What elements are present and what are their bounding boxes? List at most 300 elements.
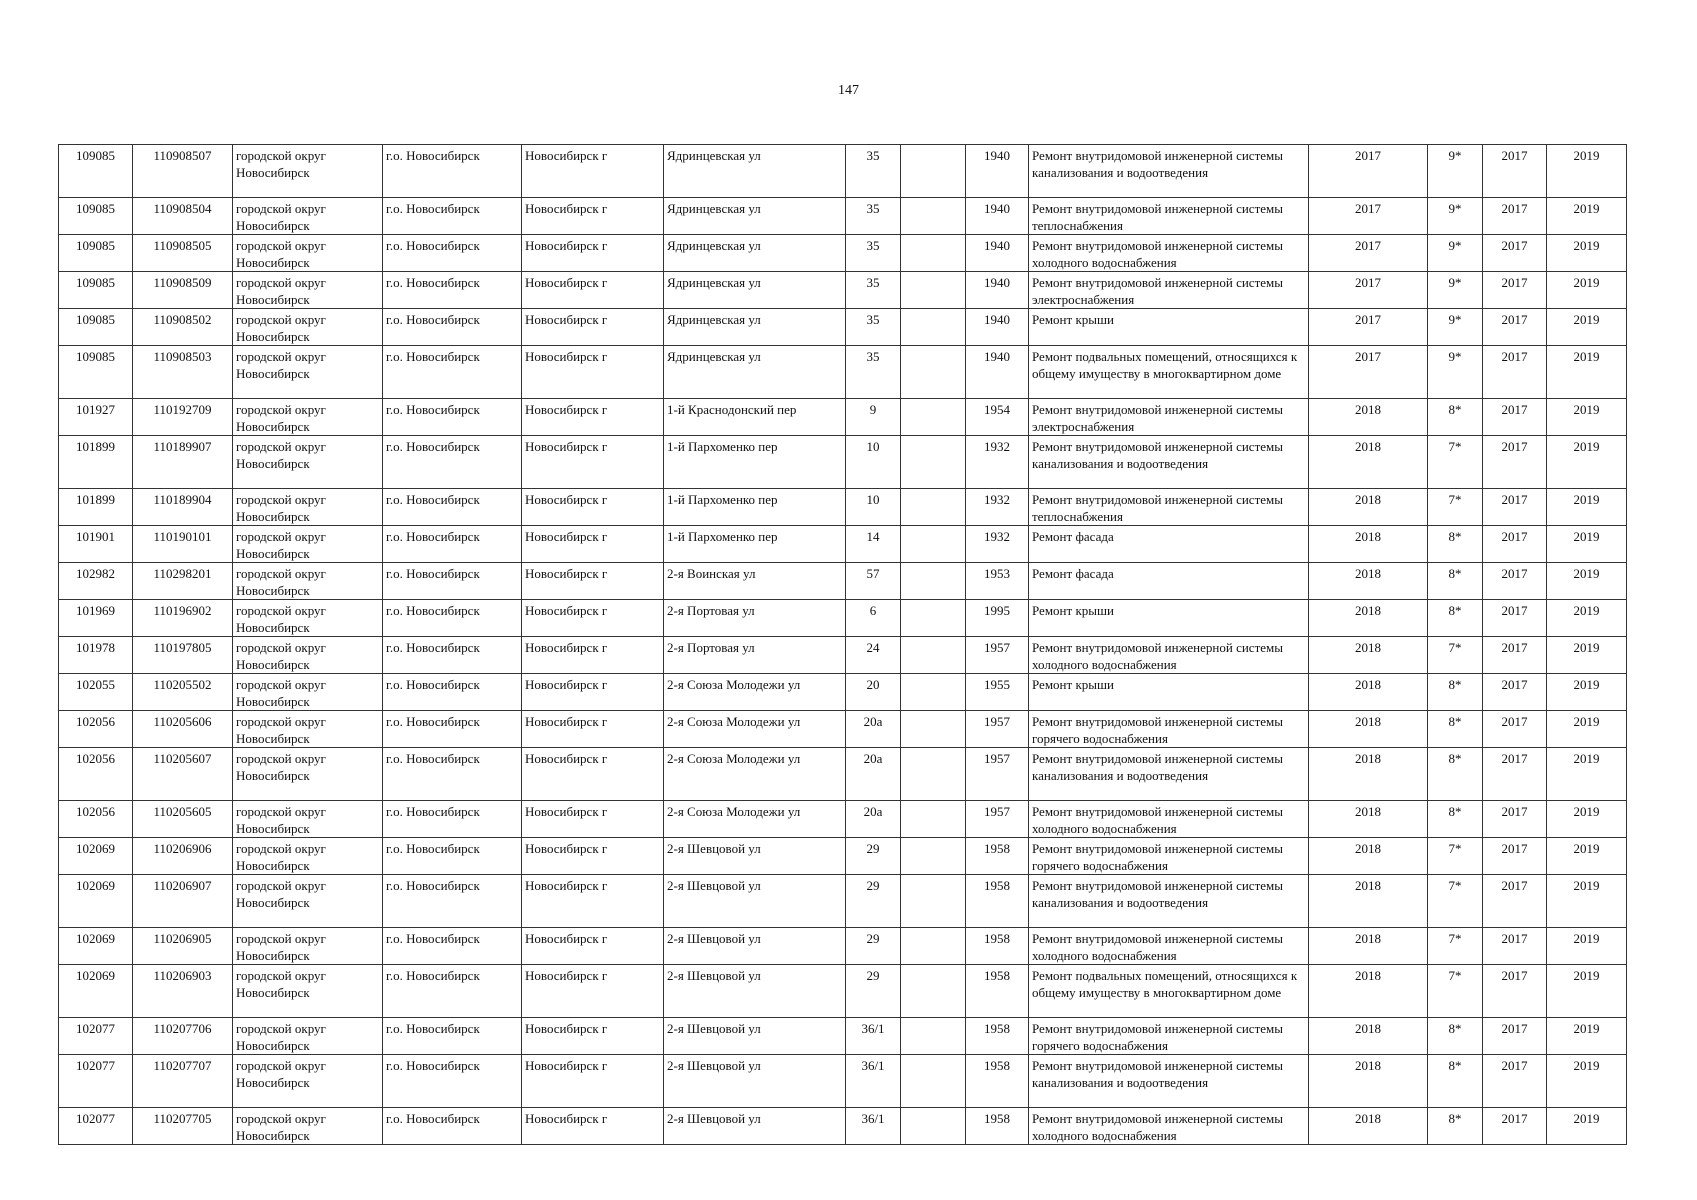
object-id-cell: 109085 <box>59 309 133 346</box>
city-cell: Новосибирск г <box>522 600 664 637</box>
table-row <box>59 965 1627 1018</box>
city-cell: Новосибирск г <box>522 563 664 600</box>
house-number-cell: 29 <box>846 928 901 965</box>
house-number-cell: 20 <box>846 674 901 711</box>
city-cell: Новосибирск г <box>522 838 664 875</box>
work-code-cell: 110908509 <box>133 272 233 309</box>
work-type-cell: Ремонт крыши <box>1029 600 1309 637</box>
object-id-cell: 101978 <box>59 637 133 674</box>
city-cell: Новосибирск г <box>522 1055 664 1108</box>
house-number-cell: 35 <box>846 235 901 272</box>
building-cell <box>901 674 966 711</box>
table-row <box>59 272 1627 309</box>
priority-cell: 9* <box>1428 198 1483 235</box>
build-year-cell: 1940 <box>966 309 1029 346</box>
build-year-cell: 1995 <box>966 600 1029 637</box>
municipality-cell: городской округ Новосибирск <box>233 436 383 489</box>
street-cell: Ядринцевская ул <box>664 198 846 235</box>
district-cell: г.о. Новосибирск <box>383 1108 522 1145</box>
municipality-cell: городской округ Новосибирск <box>233 563 383 600</box>
start-year-cell: 2017 <box>1483 563 1547 600</box>
city-cell: Новосибирск г <box>522 928 664 965</box>
house-number-cell: 35 <box>846 346 901 399</box>
work-type-cell: Ремонт внутридомовой инженерной системы канализования и водоотведения <box>1029 1055 1309 1108</box>
work-type-cell: Ремонт крыши <box>1029 309 1309 346</box>
street-cell: 2-я Шевцовой ул <box>664 1055 846 1108</box>
end-year-cell: 2019 <box>1547 309 1627 346</box>
district-cell: г.о. Новосибирск <box>383 489 522 526</box>
end-year-cell: 2019 <box>1547 563 1627 600</box>
district-cell: г.о. Новосибирск <box>383 1055 522 1108</box>
priority-cell: 7* <box>1428 489 1483 526</box>
building-cell <box>901 928 966 965</box>
house-number-cell: 9 <box>846 399 901 436</box>
municipality-cell: городской округ Новосибирск <box>233 235 383 272</box>
build-year-cell: 1954 <box>966 399 1029 436</box>
city-cell: Новосибирск г <box>522 801 664 838</box>
house-number-cell: 20а <box>846 711 901 748</box>
municipality-cell: городской округ Новосибирск <box>233 801 383 838</box>
priority-cell: 9* <box>1428 235 1483 272</box>
start-year-cell: 2017 <box>1483 272 1547 309</box>
house-number-cell: 36/1 <box>846 1055 901 1108</box>
city-cell: Новосибирск г <box>522 399 664 436</box>
object-id-cell: 101901 <box>59 526 133 563</box>
end-year-cell: 2019 <box>1547 235 1627 272</box>
table-row <box>59 801 1627 838</box>
end-year-cell: 2019 <box>1547 965 1627 1018</box>
city-cell: Новосибирск г <box>522 1108 664 1145</box>
plan-year-cell: 2017 <box>1309 346 1428 399</box>
municipality-cell: городской округ Новосибирск <box>233 272 383 309</box>
repair-registry-table <box>58 144 1627 1145</box>
plan-year-cell: 2018 <box>1309 674 1428 711</box>
work-code-cell: 110908503 <box>133 346 233 399</box>
work-type-cell: Ремонт крыши <box>1029 674 1309 711</box>
district-cell: г.о. Новосибирск <box>383 838 522 875</box>
build-year-cell: 1957 <box>966 637 1029 674</box>
end-year-cell: 2019 <box>1547 928 1627 965</box>
district-cell: г.о. Новосибирск <box>383 674 522 711</box>
page-number: 147 <box>838 83 859 98</box>
house-number-cell: 35 <box>846 272 901 309</box>
street-cell: 2-я Шевцовой ул <box>664 965 846 1018</box>
house-number-cell: 10 <box>846 489 901 526</box>
priority-cell: 8* <box>1428 801 1483 838</box>
city-cell: Новосибирск г <box>522 637 664 674</box>
work-type-cell: Ремонт внутридомовой инженерной системы канализования и водоотведения <box>1029 875 1309 928</box>
end-year-cell: 2019 <box>1547 838 1627 875</box>
object-id-cell: 102077 <box>59 1055 133 1108</box>
start-year-cell: 2017 <box>1483 309 1547 346</box>
street-cell: 2-я Шевцовой ул <box>664 875 846 928</box>
municipality-cell: городской округ Новосибирск <box>233 1108 383 1145</box>
house-number-cell: 35 <box>846 198 901 235</box>
work-type-cell: Ремонт внутридомовой инженерной системы канализования и водоотведения <box>1029 436 1309 489</box>
end-year-cell: 2019 <box>1547 272 1627 309</box>
object-id-cell: 101899 <box>59 436 133 489</box>
plan-year-cell: 2018 <box>1309 965 1428 1018</box>
build-year-cell: 1957 <box>966 801 1029 838</box>
city-cell: Новосибирск г <box>522 526 664 563</box>
start-year-cell: 2017 <box>1483 198 1547 235</box>
table-row <box>59 399 1627 436</box>
building-cell <box>901 1055 966 1108</box>
work-code-cell: 110908502 <box>133 309 233 346</box>
start-year-cell: 2017 <box>1483 436 1547 489</box>
street-cell: 2-я Союза Молодежи ул <box>664 711 846 748</box>
build-year-cell: 1953 <box>966 563 1029 600</box>
plan-year-cell: 2018 <box>1309 928 1428 965</box>
house-number-cell: 29 <box>846 875 901 928</box>
city-cell: Новосибирск г <box>522 965 664 1018</box>
street-cell: 2-я Шевцовой ул <box>664 838 846 875</box>
work-code-cell: 110298201 <box>133 563 233 600</box>
street-cell: 2-я Шевцовой ул <box>664 1018 846 1055</box>
end-year-cell: 2019 <box>1547 748 1627 801</box>
street-cell: 1-й Пархоменко пер <box>664 436 846 489</box>
priority-cell: 8* <box>1428 1055 1483 1108</box>
city-cell: Новосибирск г <box>522 198 664 235</box>
object-id-cell: 102069 <box>59 838 133 875</box>
build-year-cell: 1958 <box>966 875 1029 928</box>
build-year-cell: 1957 <box>966 748 1029 801</box>
building-cell <box>901 801 966 838</box>
building-cell <box>901 235 966 272</box>
house-number-cell: 57 <box>846 563 901 600</box>
plan-year-cell: 2018 <box>1309 600 1428 637</box>
district-cell: г.о. Новосибирск <box>383 399 522 436</box>
start-year-cell: 2017 <box>1483 674 1547 711</box>
plan-year-cell: 2018 <box>1309 711 1428 748</box>
municipality-cell: городской округ Новосибирск <box>233 637 383 674</box>
building-cell <box>901 711 966 748</box>
object-id-cell: 102056 <box>59 801 133 838</box>
house-number-cell: 29 <box>846 965 901 1018</box>
end-year-cell: 2019 <box>1547 875 1627 928</box>
municipality-cell: городской округ Новосибирск <box>233 399 383 436</box>
end-year-cell: 2019 <box>1547 1018 1627 1055</box>
street-cell: 1-й Пархоменко пер <box>664 489 846 526</box>
object-id-cell: 102069 <box>59 965 133 1018</box>
object-id-cell: 101927 <box>59 399 133 436</box>
work-code-cell: 110205606 <box>133 711 233 748</box>
building-cell <box>901 346 966 399</box>
building-cell <box>901 198 966 235</box>
municipality-cell: городской округ Новосибирск <box>233 309 383 346</box>
municipality-cell: городской округ Новосибирск <box>233 489 383 526</box>
plan-year-cell: 2017 <box>1309 198 1428 235</box>
work-type-cell: Ремонт фасада <box>1029 563 1309 600</box>
building-cell <box>901 637 966 674</box>
building-cell <box>901 489 966 526</box>
table-row <box>59 875 1627 928</box>
work-code-cell: 110908505 <box>133 235 233 272</box>
street-cell: Ядринцевская ул <box>664 235 846 272</box>
street-cell: 2-я Воинская ул <box>664 563 846 600</box>
start-year-cell: 2017 <box>1483 1018 1547 1055</box>
building-cell <box>901 965 966 1018</box>
district-cell: г.о. Новосибирск <box>383 748 522 801</box>
build-year-cell: 1958 <box>966 928 1029 965</box>
district-cell: г.о. Новосибирск <box>383 965 522 1018</box>
build-year-cell: 1940 <box>966 346 1029 399</box>
district-cell: г.о. Новосибирск <box>383 526 522 563</box>
city-cell: Новосибирск г <box>522 145 664 198</box>
municipality-cell: городской округ Новосибирск <box>233 711 383 748</box>
table-row <box>59 600 1627 637</box>
priority-cell: 8* <box>1428 600 1483 637</box>
object-id-cell: 102077 <box>59 1018 133 1055</box>
priority-cell: 7* <box>1428 875 1483 928</box>
priority-cell: 9* <box>1428 346 1483 399</box>
end-year-cell: 2019 <box>1547 399 1627 436</box>
municipality-cell: городской округ Новосибирск <box>233 198 383 235</box>
build-year-cell: 1958 <box>966 1055 1029 1108</box>
table-row <box>59 526 1627 563</box>
street-cell: Ядринцевская ул <box>664 272 846 309</box>
street-cell: 1-й Пархоменко пер <box>664 526 846 563</box>
build-year-cell: 1940 <box>966 198 1029 235</box>
city-cell: Новосибирск г <box>522 674 664 711</box>
table-row <box>59 674 1627 711</box>
work-code-cell: 110206905 <box>133 928 233 965</box>
work-type-cell: Ремонт внутридомовой инженерной системы холодного водоснабжения <box>1029 801 1309 838</box>
building-cell <box>901 838 966 875</box>
start-year-cell: 2017 <box>1483 235 1547 272</box>
house-number-cell: 20а <box>846 801 901 838</box>
district-cell: г.о. Новосибирск <box>383 198 522 235</box>
plan-year-cell: 2017 <box>1309 309 1428 346</box>
build-year-cell: 1940 <box>966 235 1029 272</box>
house-number-cell: 36/1 <box>846 1018 901 1055</box>
work-type-cell: Ремонт внутридомовой инженерной системы горячего водоснабжения <box>1029 711 1309 748</box>
table-row <box>59 928 1627 965</box>
object-id-cell: 102056 <box>59 748 133 801</box>
start-year-cell: 2017 <box>1483 526 1547 563</box>
work-code-cell: 110206906 <box>133 838 233 875</box>
house-number-cell: 14 <box>846 526 901 563</box>
work-code-cell: 110196902 <box>133 600 233 637</box>
build-year-cell: 1958 <box>966 1108 1029 1145</box>
building-cell <box>901 1108 966 1145</box>
work-type-cell: Ремонт внутридомовой инженерной системы горячего водоснабжения <box>1029 1018 1309 1055</box>
table-row <box>59 346 1627 399</box>
start-year-cell: 2017 <box>1483 637 1547 674</box>
table-row <box>59 309 1627 346</box>
house-number-cell: 29 <box>846 838 901 875</box>
end-year-cell: 2019 <box>1547 145 1627 198</box>
street-cell: 2-я Шевцовой ул <box>664 928 846 965</box>
object-id-cell: 109085 <box>59 198 133 235</box>
municipality-cell: городской округ Новосибирск <box>233 748 383 801</box>
plan-year-cell: 2018 <box>1309 436 1428 489</box>
work-code-cell: 110205605 <box>133 801 233 838</box>
house-number-cell: 10 <box>846 436 901 489</box>
table-row <box>59 235 1627 272</box>
municipality-cell: городской округ Новосибирск <box>233 928 383 965</box>
table-body <box>59 145 1627 1145</box>
plan-year-cell: 2018 <box>1309 1108 1428 1145</box>
priority-cell: 8* <box>1428 1108 1483 1145</box>
house-number-cell: 24 <box>846 637 901 674</box>
work-type-cell: Ремонт внутридомовой инженерной системы канализования и водоотведения <box>1029 748 1309 801</box>
end-year-cell: 2019 <box>1547 637 1627 674</box>
street-cell: 2-я Портовая ул <box>664 600 846 637</box>
build-year-cell: 1932 <box>966 489 1029 526</box>
start-year-cell: 2017 <box>1483 1108 1547 1145</box>
city-cell: Новосибирск г <box>522 875 664 928</box>
work-type-cell: Ремонт внутридомовой инженерной системы горячего водоснабжения <box>1029 838 1309 875</box>
end-year-cell: 2019 <box>1547 526 1627 563</box>
priority-cell: 8* <box>1428 748 1483 801</box>
start-year-cell: 2017 <box>1483 875 1547 928</box>
district-cell: г.о. Новосибирск <box>383 346 522 399</box>
district-cell: г.о. Новосибирск <box>383 235 522 272</box>
work-type-cell: Ремонт внутридомовой инженерной системы холодного водоснабжения <box>1029 1108 1309 1145</box>
priority-cell: 8* <box>1428 674 1483 711</box>
plan-year-cell: 2018 <box>1309 637 1428 674</box>
building-cell <box>901 875 966 928</box>
work-code-cell: 110206903 <box>133 965 233 1018</box>
street-cell: 2-я Портовая ул <box>664 637 846 674</box>
start-year-cell: 2017 <box>1483 928 1547 965</box>
priority-cell: 7* <box>1428 965 1483 1018</box>
table-row <box>59 563 1627 600</box>
start-year-cell: 2017 <box>1483 965 1547 1018</box>
city-cell: Новосибирск г <box>522 1018 664 1055</box>
end-year-cell: 2019 <box>1547 436 1627 489</box>
building-cell <box>901 399 966 436</box>
end-year-cell: 2019 <box>1547 674 1627 711</box>
work-type-cell: Ремонт внутридомовой инженерной системы электроснабжения <box>1029 399 1309 436</box>
build-year-cell: 1957 <box>966 711 1029 748</box>
object-id-cell: 109085 <box>59 272 133 309</box>
street-cell: 2-я Союза Молодежи ул <box>664 674 846 711</box>
work-code-cell: 110207707 <box>133 1055 233 1108</box>
municipality-cell: городской округ Новосибирск <box>233 674 383 711</box>
work-type-cell: Ремонт внутридомовой инженерной системы холодного водоснабжения <box>1029 637 1309 674</box>
table-row <box>59 1055 1627 1108</box>
street-cell: 2-я Союза Молодежи ул <box>664 748 846 801</box>
object-id-cell: 101969 <box>59 600 133 637</box>
district-cell: г.о. Новосибирск <box>383 563 522 600</box>
street-cell: 2-я Шевцовой ул <box>664 1108 846 1145</box>
start-year-cell: 2017 <box>1483 748 1547 801</box>
work-code-cell: 110205502 <box>133 674 233 711</box>
object-id-cell: 102069 <box>59 875 133 928</box>
build-year-cell: 1958 <box>966 838 1029 875</box>
building-cell <box>901 600 966 637</box>
build-year-cell: 1958 <box>966 1018 1029 1055</box>
work-type-cell: Ремонт внутридомовой инженерной системы холодного водоснабжения <box>1029 235 1309 272</box>
priority-cell: 8* <box>1428 563 1483 600</box>
table-row <box>59 838 1627 875</box>
municipality-cell: городской округ Новосибирск <box>233 965 383 1018</box>
street-cell: 2-я Союза Молодежи ул <box>664 801 846 838</box>
plan-year-cell: 2018 <box>1309 838 1428 875</box>
build-year-cell: 1932 <box>966 526 1029 563</box>
start-year-cell: 2017 <box>1483 711 1547 748</box>
end-year-cell: 2019 <box>1547 600 1627 637</box>
street-cell: 1-й Краснодонский пер <box>664 399 846 436</box>
city-cell: Новосибирск г <box>522 309 664 346</box>
priority-cell: 7* <box>1428 838 1483 875</box>
work-code-cell: 110908507 <box>133 145 233 198</box>
work-type-cell: Ремонт внутридомовой инженерной системы холодного водоснабжения <box>1029 928 1309 965</box>
municipality-cell: городской округ Новосибирск <box>233 526 383 563</box>
district-cell: г.о. Новосибирск <box>383 309 522 346</box>
priority-cell: 8* <box>1428 399 1483 436</box>
start-year-cell: 2017 <box>1483 346 1547 399</box>
building-cell <box>901 563 966 600</box>
priority-cell: 9* <box>1428 145 1483 198</box>
priority-cell: 9* <box>1428 309 1483 346</box>
district-cell: г.о. Новосибирск <box>383 801 522 838</box>
table-row <box>59 436 1627 489</box>
work-code-cell: 110189907 <box>133 436 233 489</box>
building-cell <box>901 748 966 801</box>
street-cell: Ядринцевская ул <box>664 346 846 399</box>
object-id-cell: 102055 <box>59 674 133 711</box>
building-cell <box>901 436 966 489</box>
build-year-cell: 1958 <box>966 965 1029 1018</box>
object-id-cell: 102069 <box>59 928 133 965</box>
build-year-cell: 1932 <box>966 436 1029 489</box>
plan-year-cell: 2018 <box>1309 801 1428 838</box>
city-cell: Новосибирск г <box>522 711 664 748</box>
work-type-cell: Ремонт внутридомовой инженерной системы теплоснабжения <box>1029 198 1309 235</box>
district-cell: г.о. Новосибирск <box>383 637 522 674</box>
district-cell: г.о. Новосибирск <box>383 711 522 748</box>
end-year-cell: 2019 <box>1547 346 1627 399</box>
end-year-cell: 2019 <box>1547 1055 1627 1108</box>
house-number-cell: 20а <box>846 748 901 801</box>
city-cell: Новосибирск г <box>522 346 664 399</box>
priority-cell: 8* <box>1428 1018 1483 1055</box>
start-year-cell: 2017 <box>1483 145 1547 198</box>
building-cell <box>901 1018 966 1055</box>
district-cell: г.о. Новосибирск <box>383 1018 522 1055</box>
priority-cell: 9* <box>1428 272 1483 309</box>
work-code-cell: 110908504 <box>133 198 233 235</box>
start-year-cell: 2017 <box>1483 600 1547 637</box>
plan-year-cell: 2018 <box>1309 875 1428 928</box>
district-cell: г.о. Новосибирск <box>383 145 522 198</box>
table-row <box>59 748 1627 801</box>
priority-cell: 8* <box>1428 526 1483 563</box>
table-row <box>59 198 1627 235</box>
work-code-cell: 110206907 <box>133 875 233 928</box>
build-year-cell: 1955 <box>966 674 1029 711</box>
plan-year-cell: 2018 <box>1309 489 1428 526</box>
city-cell: Новосибирск г <box>522 272 664 309</box>
priority-cell: 8* <box>1428 711 1483 748</box>
plan-year-cell: 2018 <box>1309 563 1428 600</box>
plan-year-cell: 2017 <box>1309 145 1428 198</box>
table-row <box>59 711 1627 748</box>
work-code-cell: 110205607 <box>133 748 233 801</box>
street-cell: Ядринцевская ул <box>664 145 846 198</box>
build-year-cell: 1940 <box>966 272 1029 309</box>
municipality-cell: городской округ Новосибирск <box>233 1018 383 1055</box>
table-row <box>59 489 1627 526</box>
start-year-cell: 2017 <box>1483 1055 1547 1108</box>
house-number-cell: 35 <box>846 145 901 198</box>
work-type-cell: Ремонт подвальных помещений, относящихся к общему имуществу в многоквартирном доме <box>1029 965 1309 1018</box>
end-year-cell: 2019 <box>1547 489 1627 526</box>
municipality-cell: городской округ Новосибирск <box>233 145 383 198</box>
